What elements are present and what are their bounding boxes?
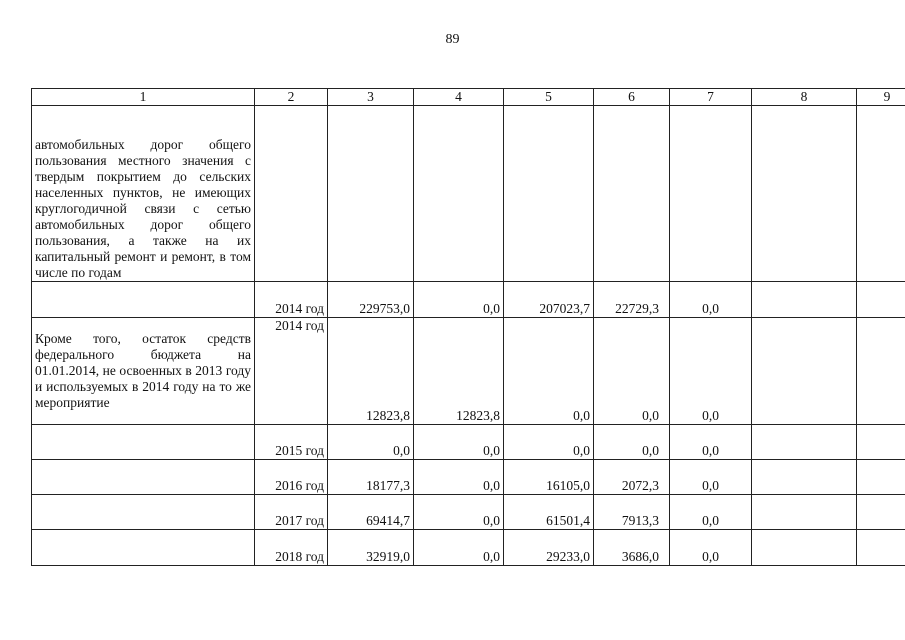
value-cell: 0,0 <box>670 460 752 495</box>
value-cell: 0,0 <box>504 318 594 425</box>
table-row <box>32 282 905 318</box>
column-header: 9 <box>857 89 905 106</box>
column-number-row <box>32 89 905 106</box>
empty-cell <box>328 106 414 282</box>
value-cell: 229753,0 <box>328 282 414 318</box>
value-cell <box>857 425 905 460</box>
empty-cell <box>594 106 670 282</box>
value-cell: 3686,0 <box>594 530 670 566</box>
column-header: 5 <box>504 89 594 106</box>
description-cell <box>32 530 255 566</box>
column-header: 2 <box>255 89 328 106</box>
column-header: 4 <box>414 89 504 106</box>
year-cell: 2018 год <box>255 530 328 566</box>
value-cell: 29233,0 <box>504 530 594 566</box>
description-cell <box>32 282 255 318</box>
column-header: 3 <box>328 89 414 106</box>
value-cell: 0,0 <box>414 282 504 318</box>
table-row <box>32 495 905 530</box>
value-cell: 0,0 <box>670 318 752 425</box>
value-cell: 0,0 <box>414 530 504 566</box>
table-row <box>32 425 905 460</box>
table-row <box>32 318 905 425</box>
description-cell: Кроме того, остаток средств федерального бюджета на 01.01.2014, не освоенных в 2013 году и используемых в 2014 году на то же мероприятие <box>32 318 255 425</box>
empty-cell <box>504 106 594 282</box>
value-cell: 0,0 <box>670 530 752 566</box>
value-cell: 7913,3 <box>594 495 670 530</box>
value-cell: 2072,3 <box>594 460 670 495</box>
year-cell: 2014 год <box>255 282 328 318</box>
empty-cell <box>857 106 905 282</box>
empty-cell <box>752 106 857 282</box>
year-cell: 2015 год <box>255 425 328 460</box>
year-cell: 2016 год <box>255 460 328 495</box>
value-cell: 0,0 <box>504 425 594 460</box>
value-cell: 0,0 <box>328 425 414 460</box>
value-cell: 0,0 <box>670 495 752 530</box>
empty-cell <box>670 106 752 282</box>
description-cell <box>32 460 255 495</box>
value-cell: 61501,4 <box>504 495 594 530</box>
empty-cell <box>255 106 328 282</box>
value-cell <box>857 530 905 566</box>
value-cell: 16105,0 <box>504 460 594 495</box>
table-row <box>32 460 905 495</box>
page-number: 89 <box>445 32 460 47</box>
value-cell <box>857 460 905 495</box>
description-cell: автомобильных дорог общего пользования местного значения с твердым покрытием до сельских населенных пунктов, не имеющих круглогодичной связи с сетью автомобильных дорог общего пользования, а также на их капитальный ремонт и ремонт, в том числе по годам <box>32 106 255 282</box>
value-cell <box>752 282 857 318</box>
empty-cell <box>414 106 504 282</box>
value-cell <box>857 318 905 425</box>
budget-table <box>31 88 905 566</box>
table-row <box>32 106 905 282</box>
value-cell <box>752 425 857 460</box>
value-cell <box>752 318 857 425</box>
value-cell: 22729,3 <box>594 282 670 318</box>
description-cell <box>32 425 255 460</box>
value-cell: 0,0 <box>414 495 504 530</box>
value-cell <box>857 282 905 318</box>
value-cell: 0,0 <box>670 425 752 460</box>
value-cell: 12823,8 <box>414 318 504 425</box>
column-header: 8 <box>752 89 857 106</box>
value-cell <box>857 495 905 530</box>
description-cell <box>32 495 255 530</box>
table-row <box>32 530 905 566</box>
value-cell: 12823,8 <box>328 318 414 425</box>
column-header: 7 <box>670 89 752 106</box>
value-cell <box>752 530 857 566</box>
value-cell: 0,0 <box>414 460 504 495</box>
column-header: 6 <box>594 89 670 106</box>
column-header: 1 <box>32 89 255 106</box>
value-cell: 69414,7 <box>328 495 414 530</box>
value-cell <box>752 495 857 530</box>
value-cell: 18177,3 <box>328 460 414 495</box>
year-cell: 2014 год <box>255 318 328 425</box>
value-cell: 207023,7 <box>504 282 594 318</box>
value-cell <box>752 460 857 495</box>
value-cell: 32919,0 <box>328 530 414 566</box>
value-cell: 0,0 <box>414 425 504 460</box>
value-cell: 0,0 <box>594 425 670 460</box>
value-cell: 0,0 <box>594 318 670 425</box>
value-cell: 0,0 <box>670 282 752 318</box>
year-cell: 2017 год <box>255 495 328 530</box>
